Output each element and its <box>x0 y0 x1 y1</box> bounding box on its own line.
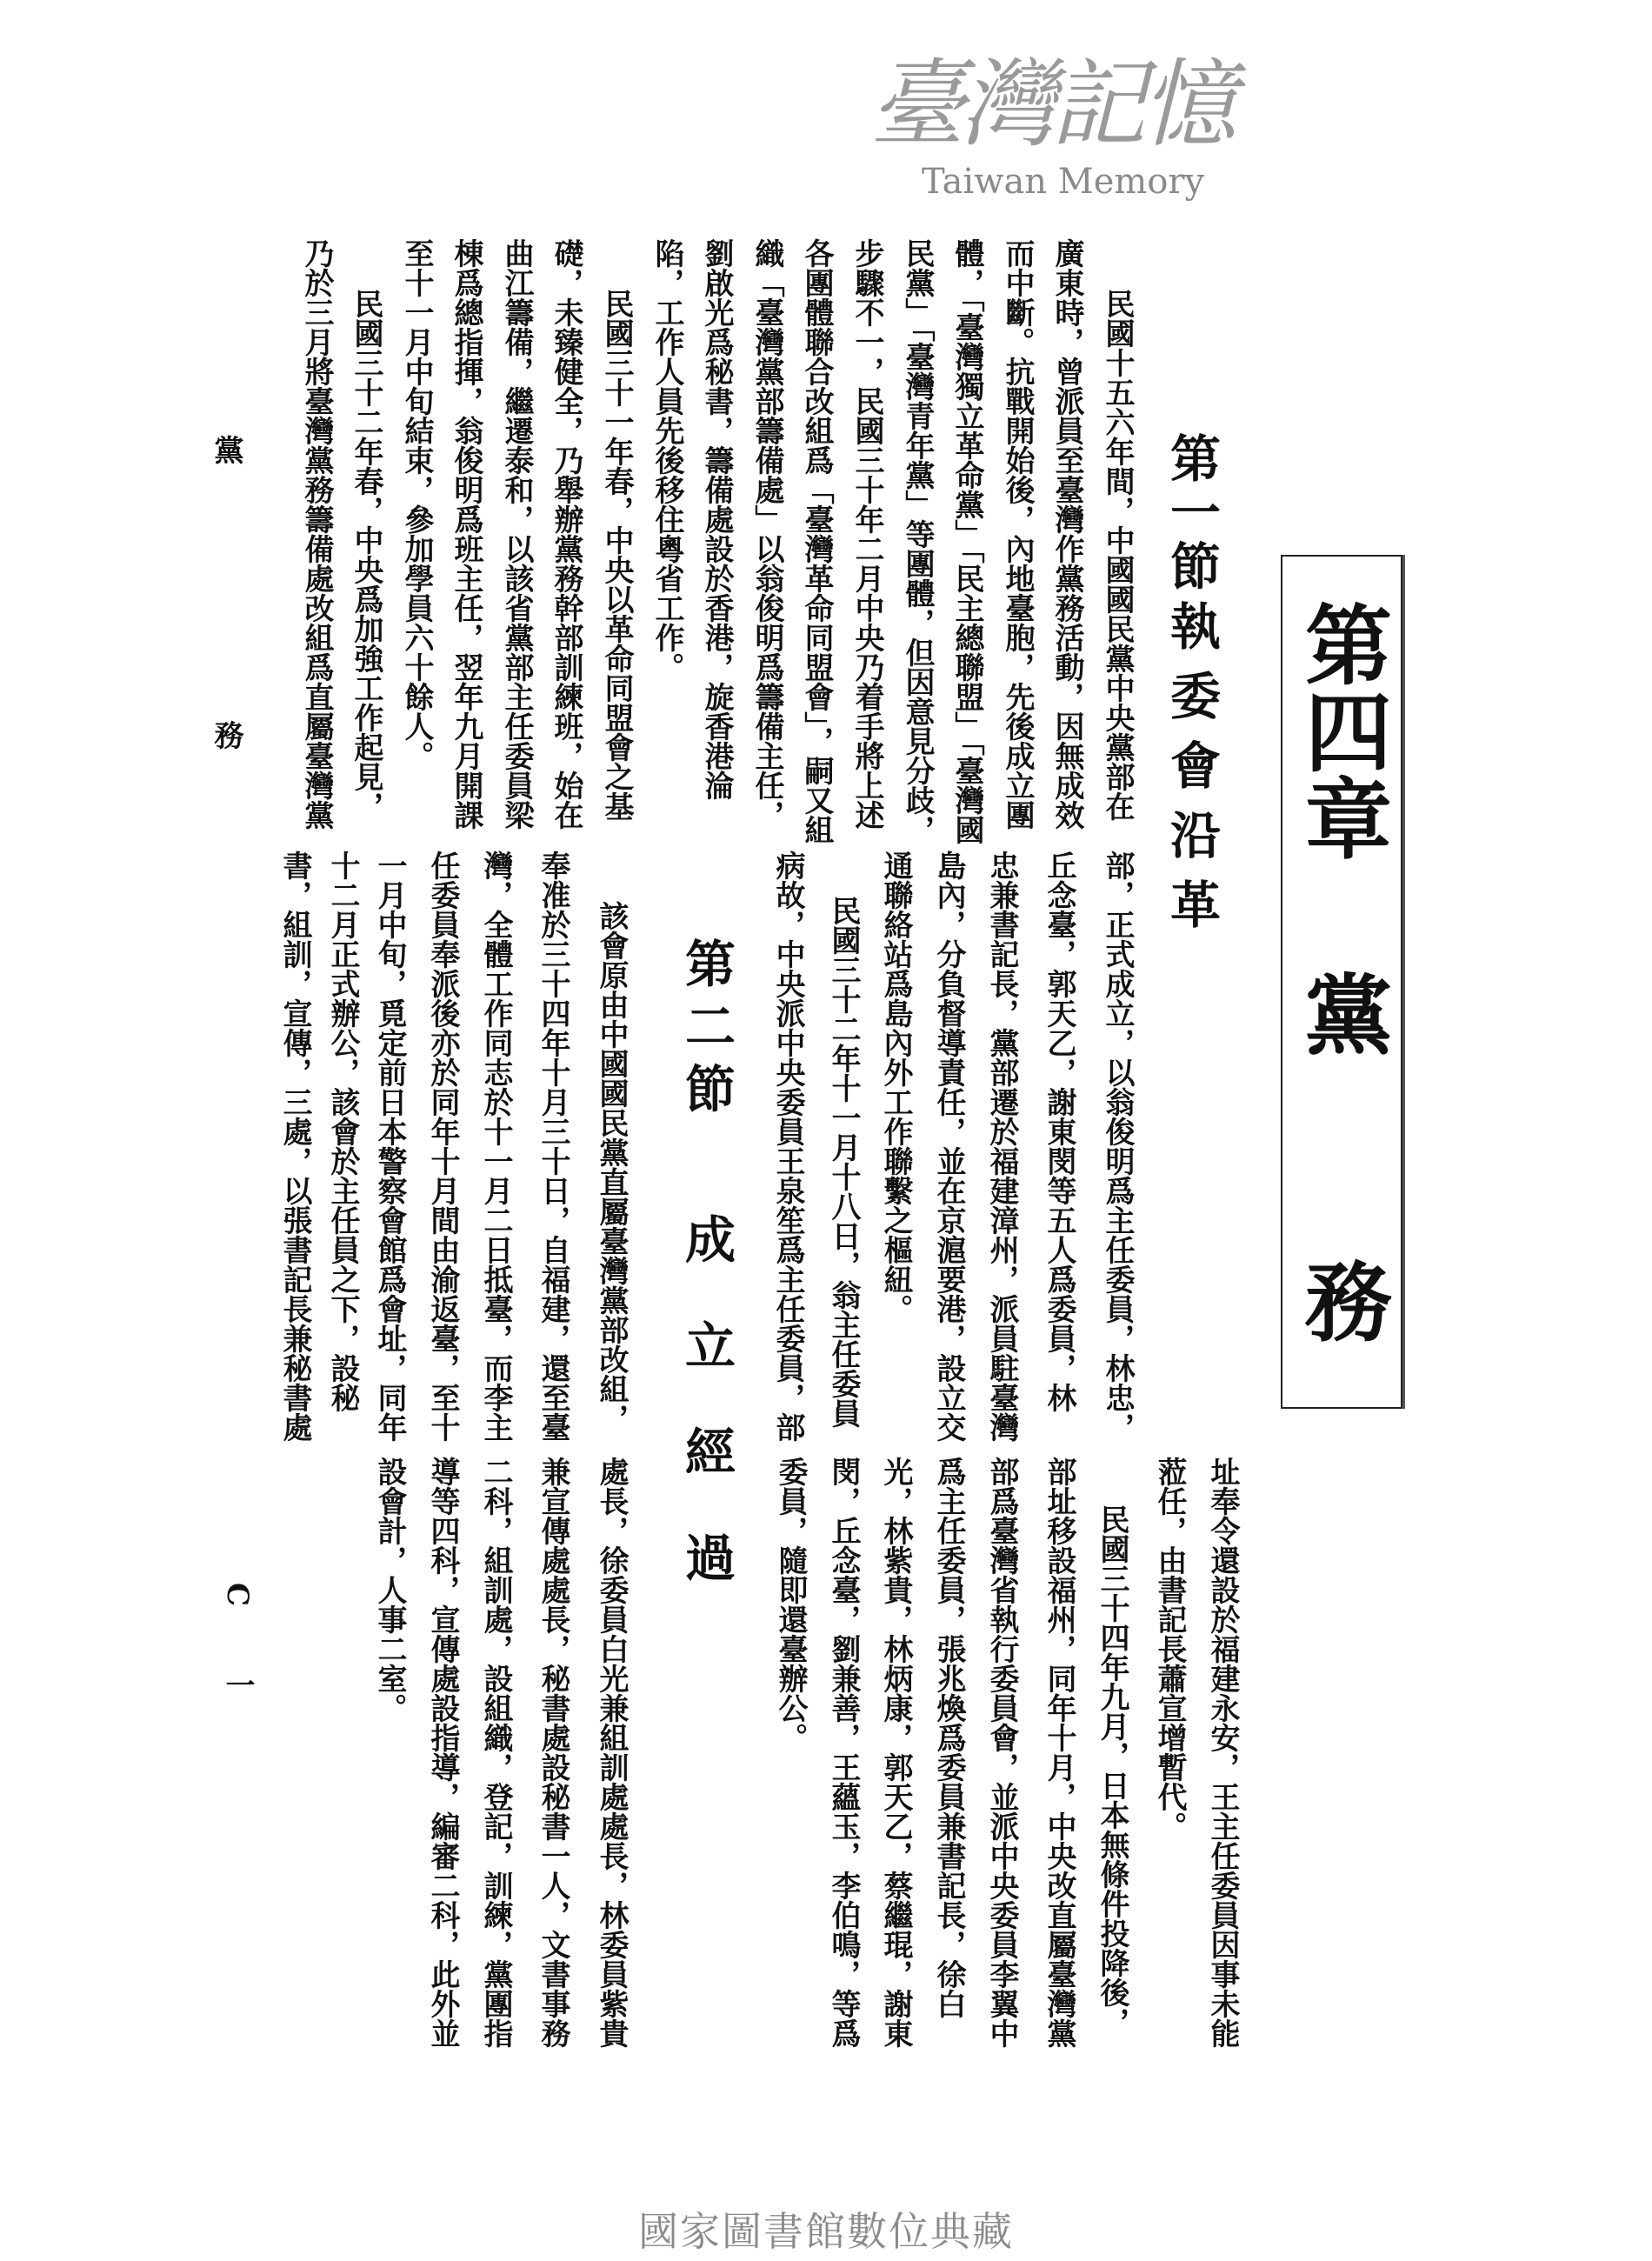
text-column: 部址移設福州，同年十月，中央改直屬臺灣黨 <box>1042 1457 1076 2048</box>
page-letter: C <box>220 1583 255 1607</box>
chapter-title-char-2: 務 <box>1290 1257 1393 1344</box>
text-column: 體，「臺灣獨立革命黨」「民主總聯盟」「臺灣國 <box>949 238 984 844</box>
text-column: 部，正式成立，以翁俊明爲主任委員，林忠， <box>1100 850 1135 1442</box>
text-column: 奉准於三十四年十月三十日，自福建，還至臺 <box>536 850 570 1442</box>
text-column: 書，組訓，宣傳，三處，以張書記長兼秘書處 <box>277 850 312 1442</box>
text-column: 任委員奉派後亦於同年十月間由渝返臺，至十 <box>425 850 460 1442</box>
text-column: 兼宣傳處處長，秘書處設秘書一人，文書事務 <box>536 1457 570 2048</box>
text-column: 病故，中央派中央委員王泉笙爲主任委員，部 <box>770 850 805 1442</box>
text-column: 委員，隨即還臺辦公。 <box>773 1457 808 1752</box>
chapter-title-char-1: 黨 <box>1290 970 1393 1057</box>
text-column: 而中斷。抗戰開始後，內地臺胞，先後成立團 <box>1000 238 1035 830</box>
section-1-number: 第一節 <box>1162 432 1221 594</box>
text-column: 民國十五六年間，中國國民黨中央黨部在 <box>1100 289 1135 821</box>
text-column: 劉啟光爲秘書，籌備處設於香港，旋香港淪 <box>699 238 734 800</box>
footer-archive-label: 國家圖書館數位典藏 <box>638 2208 1014 2255</box>
page-number: 一 <box>220 1670 255 1699</box>
text-column: 步驟不一，民國三十年二月中央乃着手將上述 <box>849 238 884 830</box>
text-column: 廣東時，曾派員至臺灣作黨務活動，因無成效 <box>1049 238 1084 830</box>
text-column: 十二月正式辦公，該會於主任員之下，設秘 <box>325 850 360 1412</box>
section-1-title: 執委會沿革 <box>1162 600 1221 948</box>
running-head: 黨 務 <box>209 435 243 863</box>
text-column: 一月中旬，覓定前日本警察會館爲會址，同年 <box>372 850 407 1442</box>
text-column: 該會原由中國國民黨直屬臺灣黨部改組， <box>594 901 629 1433</box>
text-column: 民國三十四年九月，日本無條件投降後， <box>1095 1504 1129 2037</box>
chapter-title-box <box>1281 555 1402 1409</box>
watermark-en: Taiwan Memory <box>922 162 1205 202</box>
text-column: 民國三十二年春，中央爲加強工作起見， <box>349 289 383 821</box>
text-column: 通聯絡站爲島內外工作聯繫之樞紐。 <box>878 850 913 1324</box>
text-column: 民國三十二年十一月十八日，翁主任委員 <box>826 896 861 1428</box>
chapter-number: 第四章 <box>1290 600 1393 861</box>
text-column: 民國三十一年春，中央以革命同盟會之基 <box>599 289 634 821</box>
text-column: 棟爲總指揮，翁俊明爲班主任，翌年九月開課 <box>449 238 483 830</box>
text-column: 織「臺灣黨部籌備處」以翁俊明爲籌備主任， <box>749 238 784 830</box>
text-column: 閔，丘念臺，劉兼善，王蘊玉，李伯鳴，等爲 <box>826 1457 861 2048</box>
text-column: 陷，工作人員先後移住粵省工作。 <box>649 238 684 682</box>
text-column: 部爲臺灣省執行委員會，並派中央委員李翼中 <box>984 1457 1019 2048</box>
text-column: 址奉令還設於福建永安，王主任委員因事未能 <box>1205 1457 1240 2048</box>
text-column: 各團體聯合改組爲「臺灣革命同盟會」，嗣又組 <box>799 238 834 844</box>
text-column: 灣，全體工作同志於十一月二日抵臺，而李主 <box>478 850 513 1442</box>
text-column: 至十一月中旬結束，參加學員六十餘人。 <box>399 238 434 770</box>
watermark-cjk: 臺灣記憶 <box>869 49 1231 160</box>
text-column: 乃於三月將臺灣黨務籌備處改組爲直屬臺灣黨 <box>299 238 334 830</box>
text-column: 二科，組訓處，設組織，登記，訓練，黨團指 <box>478 1457 513 2048</box>
text-column: 丘念臺，郭天乙，謝東閔等五人爲委員，林 <box>1042 850 1076 1412</box>
text-column: 導等四科，宣傳處設指導，編審二科，此外並 <box>425 1457 460 2048</box>
text-column: 處長，徐委員白光兼組訓處處長，林委員紫貴 <box>594 1457 629 2048</box>
text-column: 光，林紫貴，林炳康，郭天乙，蔡繼琨，謝東 <box>878 1457 913 2048</box>
text-column: 礎，未臻健全，乃舉辦黨務幹部訓練班，始在 <box>549 238 583 830</box>
text-column: 民黨」「臺灣青年黨」等團體，但因意見分歧， <box>900 238 935 844</box>
text-column: 島內，分負督導責任，並在京滬要港，設立交 <box>931 850 966 1442</box>
text-column: 蒞任，由書記長蕭宣增暫代。 <box>1152 1457 1187 1841</box>
watermark-logo <box>869 49 1356 209</box>
text-column: 設會計，人事二室。 <box>372 1457 407 1723</box>
text-column: 曲江籌備，繼遷泰和，以該省黨部主任委員梁 <box>499 238 534 830</box>
text-column: 爲主任委員，張兆煥爲委員兼書記長，徐白 <box>931 1457 966 2018</box>
section-2-title: 成立經過 <box>676 1213 736 1637</box>
text-column: 忠兼書記長，黨部遷於福建漳州，派員駐臺灣 <box>984 850 1019 1442</box>
section-2-number: 第二節 <box>676 937 736 1125</box>
